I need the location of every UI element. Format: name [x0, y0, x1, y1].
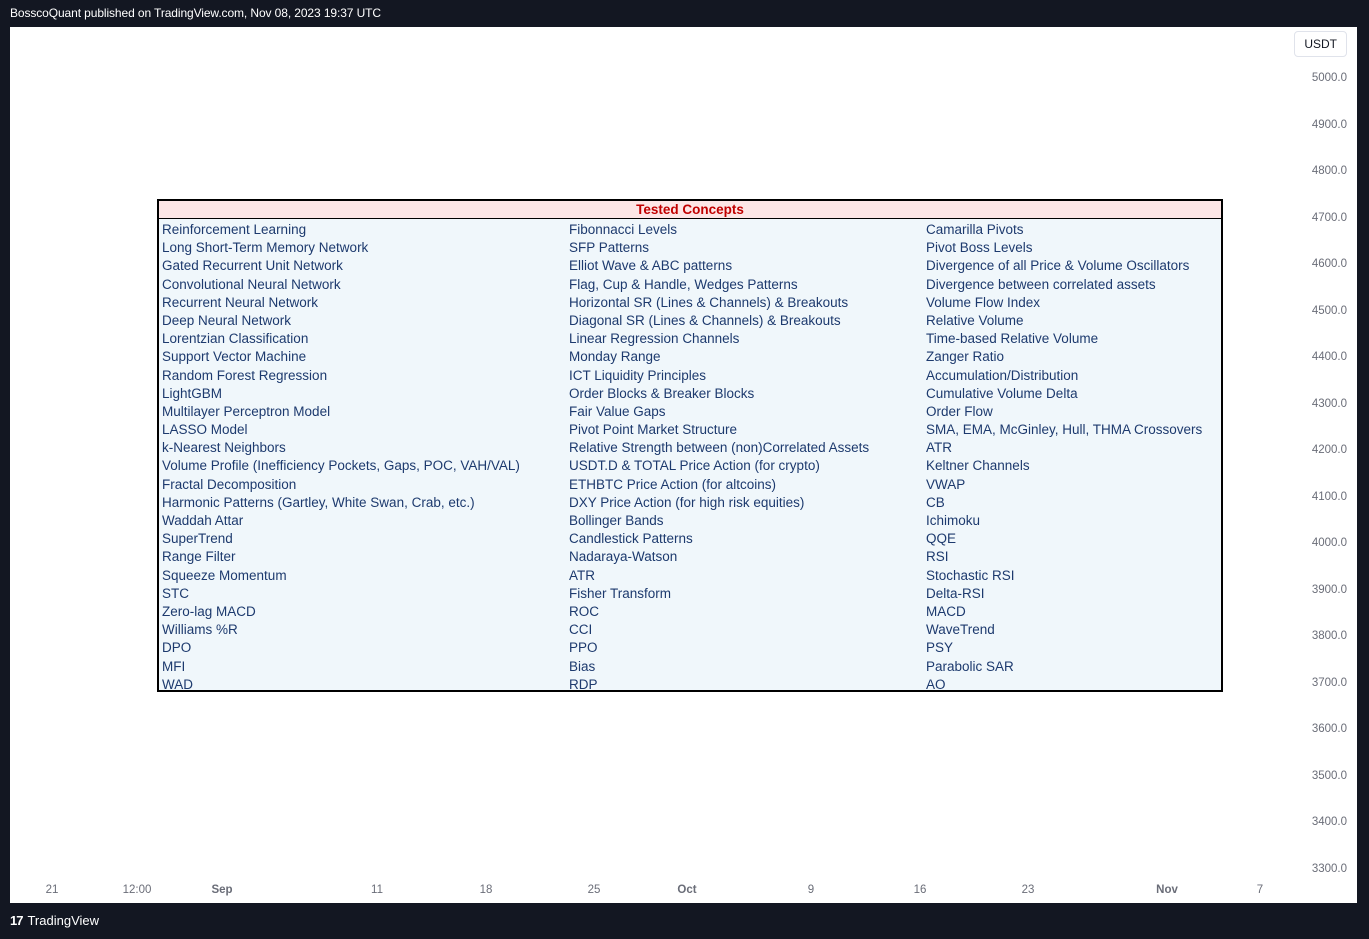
table-cell: k-Nearest Neighbors	[162, 440, 286, 456]
table-cell: Fibonnacci Levels	[569, 222, 678, 237]
price-tick: 3500.0	[1311, 769, 1347, 782]
table-cell: RDP	[569, 676, 598, 692]
table-title: Tested Concepts	[159, 201, 1221, 219]
table-cell: Relative Volume	[926, 312, 1024, 328]
table-cell: SFP Patterns	[569, 240, 650, 256]
table-cell: CCI	[569, 622, 593, 638]
table-cell: Multilayer Perceptron Model	[162, 403, 331, 419]
price-tick: 5000.0	[1311, 72, 1347, 84]
table-cell: Bias	[569, 658, 596, 674]
time-tick: 25	[587, 884, 601, 896]
table-cell: VWAP	[926, 476, 966, 492]
table-cell: WaveTrend	[926, 622, 995, 638]
table-cell: Zero-lag MACD	[162, 603, 256, 619]
time-tick: 21	[45, 884, 59, 896]
table-cell: Fractal Decomposition	[162, 476, 297, 492]
table-cell: PPO	[569, 640, 598, 656]
table-cell: Flag, Cup & Handle, Wedges Patterns	[569, 276, 798, 292]
table-cell: PSY	[926, 640, 954, 656]
time-tick: 9	[807, 884, 815, 896]
table-cell: Parabolic SAR	[926, 658, 1014, 674]
table-cell: Squeeze Momentum	[162, 567, 287, 583]
price-tick: 3700.0	[1311, 676, 1347, 689]
price-tick: 4900.0	[1311, 118, 1347, 131]
table-cell: WAD	[162, 676, 193, 692]
table-cell: STC	[162, 585, 189, 601]
time-tick: 11	[371, 884, 383, 896]
table-cell: Delta-RSI	[926, 585, 985, 601]
table-cell: SMA, EMA, McGinley, Hull, THMA Crossovers	[926, 422, 1203, 438]
table-cell: Ichimoku	[926, 513, 981, 528]
table-cell: Divergence between correlated assets	[926, 276, 1156, 292]
price-tick: 4700.0	[1311, 211, 1347, 224]
table-cell: Support Vector Machine	[162, 349, 307, 365]
table-cell: Horizontal SR (Lines & Channels) & Breakouts	[569, 294, 849, 310]
price-tick: 3800.0	[1311, 630, 1347, 642]
time-tick: Oct	[677, 884, 697, 896]
table-cell: Camarilla Pivots	[926, 222, 1024, 237]
price-tick: 3400.0	[1311, 816, 1347, 828]
publish-info: BosscoQuant published on TradingView.com, Nov 08, 2023 19:37 UTC	[10, 6, 381, 20]
footer-bar	[0, 903, 1369, 939]
table-cell: ICT Liquidity Principles	[569, 367, 707, 383]
table-column-3	[926, 221, 1202, 694]
time-tick: 12:00	[122, 884, 152, 896]
table-cell: Random Forest Regression	[162, 367, 328, 383]
time-tick: Sep	[211, 884, 233, 896]
table-cell: Keltner Channels	[926, 458, 1030, 474]
price-tick: 4500.0	[1311, 304, 1347, 317]
table-cell: Recurrent Neural Network	[162, 294, 319, 310]
table-cell: Linear Regression Channels	[569, 331, 740, 347]
table-cell: Convolutional Neural Network	[162, 276, 341, 292]
table-cell: LightGBM	[162, 385, 223, 401]
table-cell: RSI	[926, 549, 949, 565]
table-cell: Harmonic Patterns (Gartley, White Swan, Crab, etc.)	[162, 494, 475, 510]
table-cell: ATR	[926, 440, 952, 456]
time-tick: 23	[1021, 884, 1035, 896]
price-tick: 3600.0	[1311, 723, 1347, 735]
tradingview-icon: 17	[10, 913, 23, 928]
chart-area[interactable]	[10, 27, 1357, 903]
table-cell: Fair Value Gaps	[569, 403, 666, 419]
table-cell: Williams %R	[162, 622, 238, 638]
table-cell: Accumulation/Distribution	[926, 367, 1079, 383]
table-cell: Bollinger Bands	[569, 513, 664, 528]
table-column-2	[569, 221, 869, 694]
table-cell: Fisher Transform	[569, 585, 672, 601]
table-cell: ATR	[569, 567, 595, 583]
price-tick: 4600.0	[1311, 258, 1347, 270]
price-tick: 4300.0	[1311, 397, 1347, 410]
table-cell: Long Short-Term Memory Network	[162, 240, 369, 256]
table-cell: Lorentzian Classification	[162, 331, 309, 347]
table-cell: LASSO Model	[162, 422, 248, 438]
table-cell: Order Flow	[926, 403, 993, 419]
price-tick: 4200.0	[1311, 444, 1347, 456]
table-cell: Range Filter	[162, 549, 236, 565]
table-cell: Diagonal SR (Lines & Channels) & Breakouts	[569, 312, 841, 328]
table-cell: Zanger Ratio	[926, 349, 1005, 365]
price-tick: 3900.0	[1311, 583, 1347, 596]
table-cell: CB	[926, 494, 945, 510]
table-cell: Relative Strength between (non)Correlated Assets	[569, 440, 870, 456]
table-cell: Pivot Boss Levels	[926, 240, 1033, 256]
table-cell: Time-based Relative Volume	[926, 331, 1099, 347]
price-tick: 3300.0	[1311, 862, 1347, 875]
price-tick: 4100.0	[1311, 490, 1347, 503]
table-cell: Cumulative Volume Delta	[926, 385, 1078, 401]
table-cell: Nadaraya-Watson	[569, 549, 678, 565]
time-tick: Nov	[1156, 884, 1178, 896]
time-tick: 18	[479, 884, 493, 896]
table-cell: Order Blocks & Breaker Blocks	[569, 385, 755, 401]
table-cell: SuperTrend	[162, 531, 233, 547]
table-cell: Stochastic RSI	[926, 567, 1015, 583]
table-cell: Volume Flow Index	[926, 294, 1041, 310]
time-tick: 7	[1256, 884, 1264, 896]
table-cell: USDT.D & TOTAL Price Action (for crypto)	[569, 458, 820, 474]
table-cell: MACD	[926, 603, 966, 619]
table-cell: Reinforcement Learning	[162, 222, 307, 237]
table-cell: Monday Range	[569, 349, 661, 365]
table-cell: Waddah Attar	[162, 513, 244, 528]
table-cell: ETHBTC Price Action (for altcoins)	[569, 476, 777, 492]
tested-concepts-table	[157, 199, 1223, 692]
table-cell: Deep Neural Network	[162, 312, 292, 328]
table-cell: Elliot Wave & ABC patterns	[569, 258, 733, 274]
price-tick: 4400.0	[1311, 351, 1347, 363]
table-cell: Candlestick Patterns	[569, 531, 693, 547]
table-cell: MFI	[162, 658, 186, 674]
table-cell: QQE	[926, 531, 957, 547]
time-tick: 16	[913, 884, 927, 896]
table-column-1	[162, 221, 520, 694]
table-cell: ROC	[569, 603, 599, 619]
table-cell: Divergence of all Price & Volume Oscillators	[926, 258, 1190, 274]
tradingview-logo[interactable]	[10, 913, 99, 928]
price-tick: 4000.0	[1311, 537, 1347, 549]
table-cell: DPO	[162, 640, 192, 656]
table-cell: DXY Price Action (for high risk equities)	[569, 494, 805, 510]
table-cell: Pivot Point Market Structure	[569, 422, 738, 438]
brand-name: TradingView	[27, 913, 100, 928]
table-cell: Gated Recurrent Unit Network	[162, 258, 343, 274]
table-cell: Volume Profile (Inefficiency Pockets, Gaps, POC, VAH/VAL)	[162, 458, 520, 474]
price-tick: 4800.0	[1311, 165, 1347, 177]
currency-badge[interactable]: USDT	[1294, 31, 1347, 57]
table-cell: AO	[926, 676, 946, 692]
